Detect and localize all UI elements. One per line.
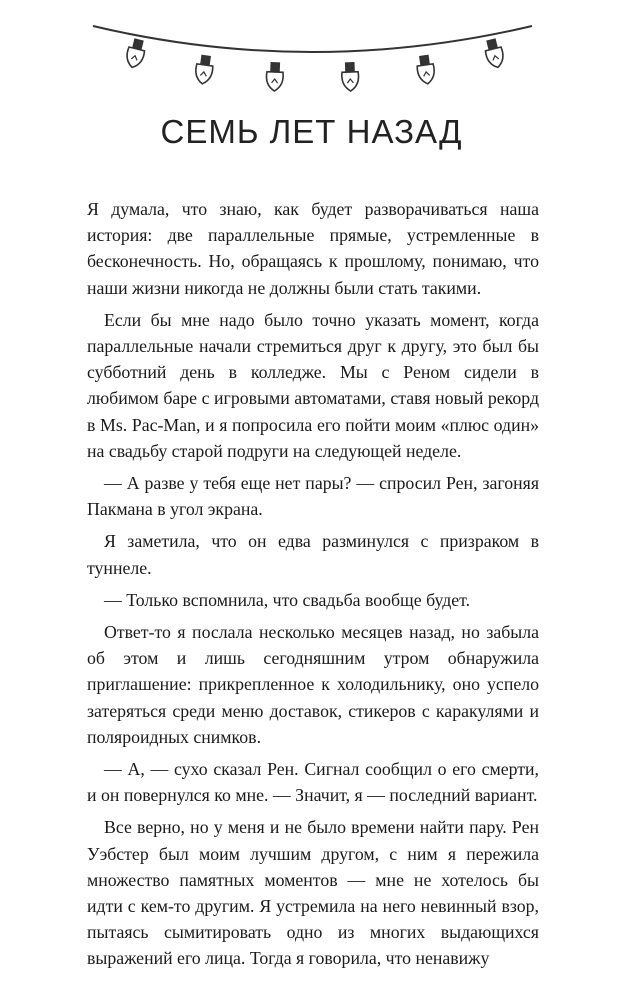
paragraph: Я думала, что знаю, как будет разворачиваться наша история: две параллельные прямые, устремленные в бесконечность. Но, обращаясь к прошлому, понимаю, что наши жизни никогда не должны были стать такими.	[87, 199, 539, 298]
paragraph: Ответ-то я послала несколько месяцев назад, но забыла об этом и лишь сегодняшним утром обнаружила приглашение: прикрепленное к холодильнику, оно успело затеряться среди меню доставок, стикеров с каракулями и поляроидных снимков.	[87, 622, 539, 747]
paragraph: — А, — сухо сказал Рен. Сигнал сообщил о его смерти, и он повернулся ко мне. — Значит, я — последний вариант.	[87, 759, 539, 806]
string-lights-icon	[85, 8, 540, 100]
body-text	[87, 196, 539, 972]
paragraph: Все верно, но у меня и не было времени найти пару. Рен Уэбстер был моим лучшим другом, с ним я пережила множество памятных моментов — мне не хотелось бы идти с кем-то другим. Я устремила на него невинный взор, пытаясь сымитировать одно из многих выдающихся выражений его лица. Тогда я говорила, что ненавижу	[87, 817, 539, 969]
paragraph: — Только вспомнила, что свадьба вообще будет.	[104, 589, 471, 610]
chapter-title: СЕМЬ ЛЕТ НАЗАД	[160, 113, 463, 150]
paragraph: Если бы мне надо было точно указать момент, когда параллельные начали стремиться друг к другу, это был бы субботний день в колледже. Мы с Реном сидели в любимом баре с игровыми автоматами, ставя новый рекорд в Ms. Pac-Man, и я попросила его пойти моим «плюс один» на свадьбу старой подруги на следующей неделе.	[87, 309, 539, 461]
paragraph: — А разве у тебя еще нет пары? — спросил Рен, загоняя Пакмана в угол экрана.	[87, 473, 539, 520]
paragraph: Я заметила, что он едва разминулся с призраком в туннеле.	[87, 531, 539, 578]
